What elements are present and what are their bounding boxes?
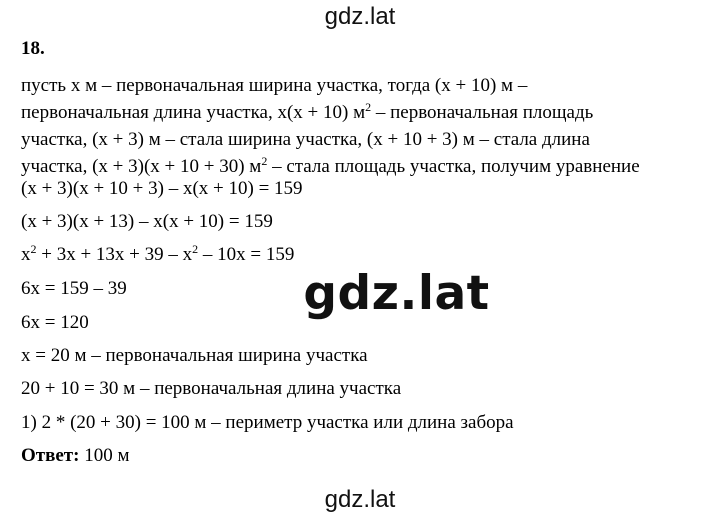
watermark-center: gdz.lat: [303, 266, 490, 321]
intro-line-4: участка, (х + 3)(х + 10 + 30) $м^2$ – стала площадь участка, получим уравнение: [21, 154, 640, 177]
watermark-top: gdz.lat: [324, 3, 396, 30]
equation-step-6: х = 20 м – первоначальная ширина участка: [21, 345, 368, 366]
equation-step-8: 1) 2 * (20 + 30) = 100 м – периметр участка или длина забора: [21, 412, 514, 433]
equation-step-7: 20 + 10 = 30 м – первоначальная длина участка: [21, 378, 402, 399]
equation-step-3: $х^2 + 3х + 13х + 39 - х^2 - 10х = 159$: [21, 242, 295, 265]
equation-step-2: (х + 3)(х + 13) – х(х + 10) = 159: [21, 211, 273, 232]
equation-step-1: (х + 3)(х + 10 + 3) – х(х + 10) = 159: [21, 178, 303, 199]
intro-line-1: пусть х м – первоначальная ширина участка, тогда (х + 10) м –: [21, 75, 528, 96]
equation-step-5: 6х = 120: [21, 312, 89, 333]
equation-step-4: 6х = 159 – 39: [21, 278, 127, 299]
watermark-bottom: gdz.lat: [324, 486, 396, 513]
task-number: 18.: [21, 38, 45, 59]
intro-paragraph: [21, 72, 640, 180]
answer-line: [21, 445, 130, 467]
answer-label: Ответ:: [21, 445, 80, 466]
intro-line-3: участка, (х + 3) м – стала ширина участка, (х + 10 + 3) м – стала длина: [21, 129, 590, 150]
intro-line-2: первоначальная длина участка, х(х + 10) $м^2$ – первоначальная площадь: [21, 100, 594, 123]
answer-value: 100 м: [79, 445, 130, 466]
